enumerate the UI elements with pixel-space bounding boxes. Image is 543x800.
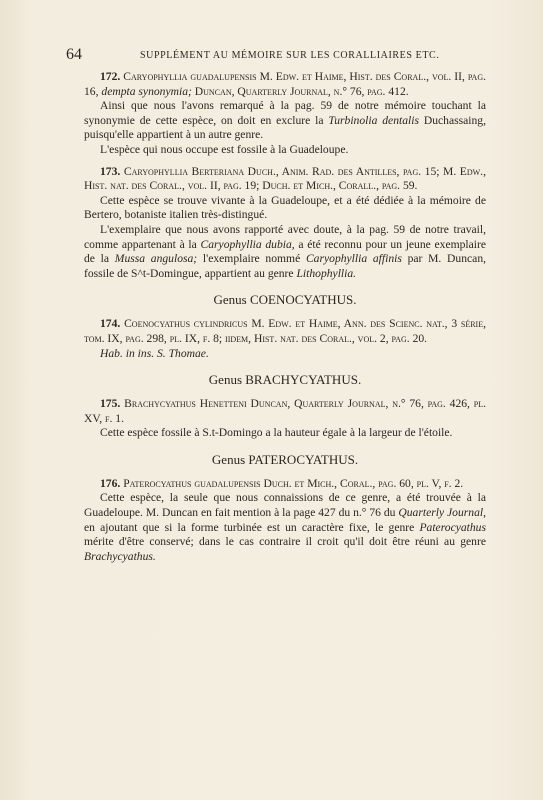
page-header	[66, 46, 486, 64]
paragraph: L'exemplaire que nous avons rapporté avec doute, à la pag. 59 de notre travail, comme appartenant à la Caryophyllia dubia, a été reconnu pour un jeune exemplaire de la Mussa angulosa; l'exemplaire nommé Caryophyllia affinis par M. Duncan, fossile de S^t-Domingue, appartient au genre Lithophyllia.	[84, 222, 487, 280]
page-body	[84, 70, 486, 564]
genus-heading: Genus BRACHYCYATHUS.	[208, 372, 362, 388]
entry-heading: 176. Paterocyathus guadalupensis Duch. et Mich., Coral., pag. 60, pl. V, f. 2.	[100, 476, 464, 490]
paragraph: Ainsi que nous l'avons remarqué à la pag. 59 de notre mémoire touchant la synonymie de cette espèce, on doit en exclure la Turbinolia dentalis Duchassaing, puisqu'elle appartient à un autre genre.	[84, 99, 486, 142]
page-number: 64	[66, 46, 82, 63]
paragraph: Cette espèce se trouve vivante à la Guadeloupe, et a été dédiée à la mémoire de Bertero, botaniste italien très-distingué.	[84, 193, 486, 222]
species-name: Caryophyllia Berteriana	[123, 164, 245, 178]
genus-heading: Genus COENOCYATHUS.	[213, 292, 357, 308]
species-name: Caryophyllia guadalupensis	[123, 70, 257, 83]
species-name: Brachycyathus Henetteni	[124, 397, 247, 411]
entry-172	[84, 70, 486, 158]
entry-176	[84, 477, 486, 565]
entry-173	[84, 165, 486, 282]
entry-heading: 174. Coenocyathus cylindricus M. Edw. et Haime, Ann. des Scienc. nat., 3 série, tom. IX, pag. 298, pl. IX, f. 8; iidem, Hist. nat. des Coral., vol. 2, pag. 20.	[84, 317, 487, 345]
species-name: Paterocyathus guadalupensis	[123, 476, 261, 490]
running-title: SUPPLÉMENT AU MÉMOIRE SUR LES CORALLIAIRES ETC.	[140, 50, 440, 61]
paragraph: L'espèce qui nous occupe est fossile à la Guadeloupe.	[100, 142, 349, 156]
entry-heading: 173. Caryophyllia Berteriana Duch., Anim. Rad. des Antilles, pag. 15; M. Edw., Hist. nat. des Coral., vol. II, pag. 19; Duch. et Mich., Corall., pag. 59.	[84, 164, 486, 193]
paragraph: Cette espèce, la seule que nous connaissions de ce genre, a été trouvée à la Guadeloupe. M. Duncan en fait mention à la page 427 du n.° 76 du Quarterly Journal, en ajoutant que si la forme turbinée est un caractère fixe, le genre Paterocyathus mérite d'être conservé; dans le cas contraire il croit qu'il doit être réuni au genre Brachycyathus.	[84, 491, 487, 563]
paragraph: Cette espèce fossile à S.t-Domingo a la hauteur égale à la largeur de l'étoile.	[100, 426, 453, 440]
entry-175	[84, 397, 486, 441]
genus-heading: Genus PATEROCYATHUS.	[211, 451, 359, 467]
habitat-line: Hab. in ins. S. Thomae.	[100, 346, 209, 360]
entry-174	[84, 317, 486, 361]
species-name: Coenocyathus cylindricus	[124, 317, 248, 331]
entry-heading: 175. Brachycyathus Henetteni Duncan, Quarterly Journal, n.° 76, pag. 426, pl. XV, f. 1.	[84, 397, 486, 425]
entry-heading: 172. Caryophyllia guadalupensis M. Edw. et Haime, Hist. des Coral., vol. II, pag. 16, dempta synonymia; Duncan, Quarterly Journal, n.° 76, pag. 412.	[84, 70, 486, 98]
